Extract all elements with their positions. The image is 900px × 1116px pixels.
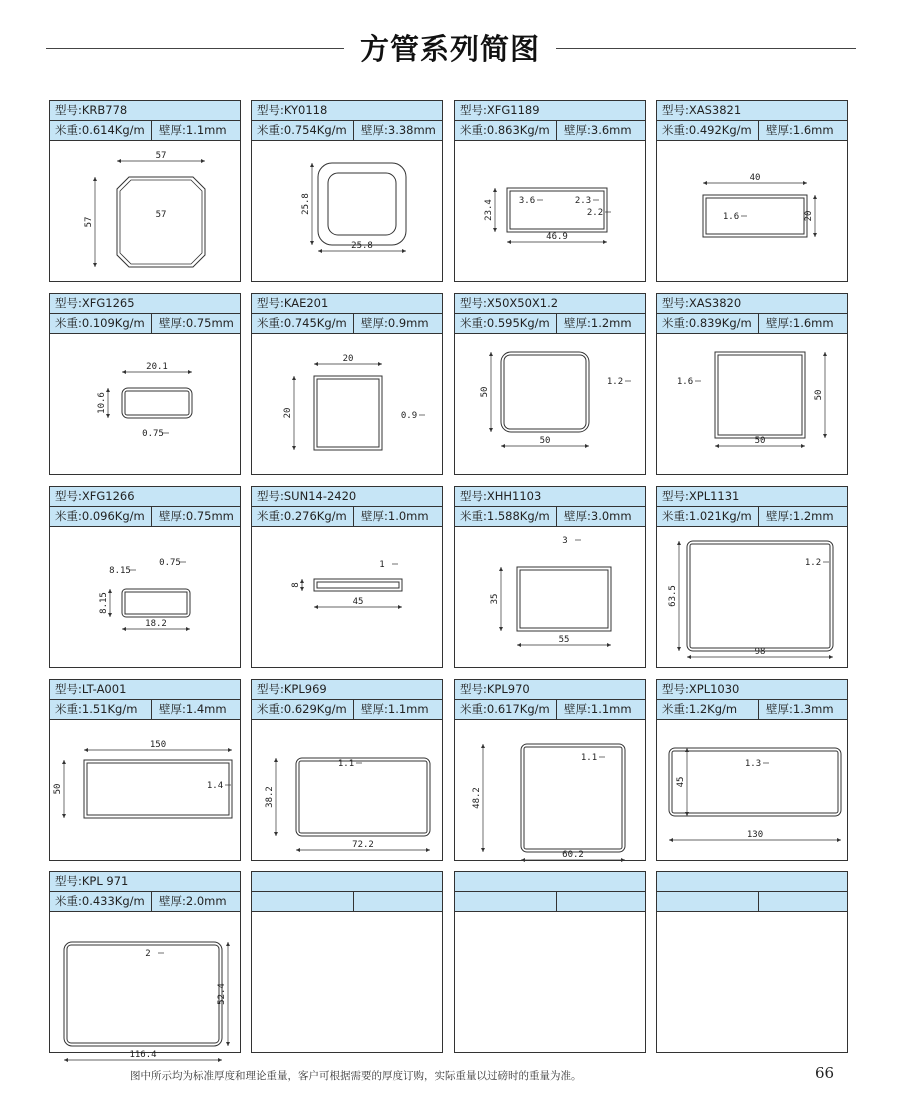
thickness-value: 1.2mm (792, 509, 834, 523)
dimension-label: 8 (291, 582, 301, 588)
profile-inner-outline (504, 355, 586, 429)
profile-inner-outline (120, 180, 202, 264)
thickness-value: 0.9mm (387, 316, 429, 330)
model-prefix: 型号: (55, 874, 82, 888)
thickness-prefix: 壁厚: (766, 509, 793, 523)
profile-card (656, 293, 848, 475)
profile-drawing (252, 527, 442, 667)
weight-prefix: 米重: (662, 509, 689, 523)
page-title: 方管系列简图 (359, 32, 540, 66)
profile-drawing (50, 720, 240, 860)
dimension-label: 40 (749, 173, 761, 183)
profile-drawing (252, 720, 442, 860)
model-prefix: 型号: (55, 682, 82, 696)
thickness-prefix: 壁厚: (361, 123, 388, 137)
dimension-label: 55 (558, 635, 570, 645)
model-prefix: 型号: (55, 489, 82, 503)
model-value: LT-A001 (81, 682, 127, 696)
model-label (50, 680, 240, 700)
thickness-cell (354, 700, 444, 719)
profile-outline (314, 579, 402, 591)
profile-card (454, 100, 646, 282)
thickness-value: 1.3mm (792, 702, 834, 716)
weight-cell (252, 507, 354, 526)
weight-value: 1.588Kg/m (486, 509, 550, 523)
model-label (252, 680, 442, 700)
model-label (50, 487, 240, 507)
weight-value: 0.109Kg/m (81, 316, 145, 330)
profile-drawing (455, 527, 645, 667)
dimension-label: 20 (283, 407, 293, 419)
dimension-label: 1.1 (337, 759, 355, 769)
model-label (657, 294, 847, 314)
weight-cell (657, 314, 759, 333)
profile-outline (501, 352, 589, 432)
profile-outline (117, 177, 205, 267)
empty-cell (657, 892, 759, 911)
weight-cell (50, 700, 152, 719)
weight-value: 0.629Kg/m (283, 702, 347, 716)
profile-card (49, 871, 241, 1060)
thickness-prefix: 壁厚: (159, 702, 186, 716)
title-rule-right (556, 48, 856, 49)
profile-card (656, 486, 848, 668)
thickness-value: 0.75mm (185, 316, 234, 330)
dimension-label: 50 (814, 389, 824, 401)
dimension-label: 18.2 (145, 619, 167, 629)
thickness-cell (557, 314, 647, 333)
weight-cell (657, 121, 759, 140)
thickness-cell (152, 700, 242, 719)
dimension-label: 2.3 (574, 196, 592, 206)
model-value: KPL969 (283, 682, 327, 696)
model-prefix: 型号: (257, 489, 284, 503)
dimension-label: 150 (149, 740, 167, 750)
dimension-label: 20 (342, 354, 354, 364)
weight-cell (455, 507, 557, 526)
weight-prefix: 米重: (460, 123, 487, 137)
dimension-label: 52.4 (217, 983, 227, 1005)
model-value: XFG1189 (486, 103, 540, 117)
weight-value: 0.863Kg/m (486, 123, 550, 137)
dimension-label: 1.2 (606, 377, 624, 387)
dimension-label: 1.1 (580, 753, 598, 763)
profile-drawing (252, 334, 442, 474)
model-prefix: 型号: (460, 103, 487, 117)
model-prefix: 型号: (662, 103, 689, 117)
thickness-prefix: 壁厚: (361, 702, 388, 716)
thickness-prefix: 壁厚: (564, 316, 591, 330)
profile-inner-outline (299, 761, 427, 833)
model-prefix: 型号: (662, 296, 689, 310)
thickness-value: 0.75mm (185, 509, 234, 523)
empty-header-row (455, 872, 645, 892)
profile-inner-outline (520, 570, 608, 628)
profile-inner-outline (718, 355, 802, 435)
thickness-cell (152, 507, 242, 526)
weight-prefix: 米重: (55, 316, 82, 330)
model-prefix: 型号: (257, 103, 284, 117)
weight-value: 1.021Kg/m (688, 509, 752, 523)
model-value: SUN14-2420 (283, 489, 357, 503)
dimension-label: 45 (676, 776, 686, 788)
title-rule-left (46, 48, 344, 49)
thickness-value: 1.1mm (590, 702, 632, 716)
model-label (455, 680, 645, 700)
profile-card (454, 293, 646, 475)
model-prefix: 型号: (662, 682, 689, 696)
thickness-cell (759, 121, 849, 140)
empty-card (251, 871, 443, 1053)
model-prefix: 型号: (257, 296, 284, 310)
model-value: XAS3820 (688, 296, 742, 310)
weight-prefix: 米重: (460, 509, 487, 523)
profile-drawing (455, 141, 645, 281)
thickness-cell (759, 314, 849, 333)
model-label (50, 872, 240, 892)
weight-prefix: 米重: (662, 702, 689, 716)
empty-spec-row (657, 892, 847, 912)
thickness-prefix: 壁厚: (766, 123, 793, 137)
profile-inner-outline (328, 173, 396, 235)
empty-header-row (252, 872, 442, 892)
profile-drawing (455, 334, 645, 474)
dimension-label: 25.8 (351, 241, 373, 251)
model-value: KPL 971 (81, 874, 129, 888)
profile-card (656, 679, 848, 861)
thickness-cell (152, 892, 242, 911)
thickness-prefix: 壁厚: (564, 702, 591, 716)
dimension-label: 130 (746, 830, 764, 840)
dimension-label: 1.6 (722, 212, 740, 222)
dimension-label: 38.2 (265, 786, 275, 808)
weight-value: 0.614Kg/m (81, 123, 145, 137)
dimension-label: 25.8 (301, 193, 311, 215)
model-value: XAS3821 (688, 103, 742, 117)
profile-drawing (657, 334, 847, 474)
thickness-prefix: 壁厚: (564, 123, 591, 137)
empty-cell (354, 892, 444, 911)
profile-card (251, 679, 443, 861)
dimension-label: 1.3 (744, 759, 762, 769)
dimension-label: 116.4 (129, 1050, 157, 1060)
model-label (252, 487, 442, 507)
model-value: X50X50X1.2 (486, 296, 559, 310)
model-prefix: 型号: (460, 489, 487, 503)
page-header (0, 26, 900, 72)
weight-value: 0.839Kg/m (688, 316, 752, 330)
profile-card (454, 679, 646, 861)
thickness-cell (152, 121, 242, 140)
model-label (455, 101, 645, 121)
weight-cell (455, 314, 557, 333)
dimension-label: 50 (53, 783, 63, 795)
profile-card (251, 486, 443, 668)
profile-inner-outline (524, 747, 622, 849)
dimension-label: 60.2 (562, 850, 584, 860)
model-prefix: 型号: (460, 296, 487, 310)
model-value: KRB778 (81, 103, 128, 117)
profile-inner-outline (317, 582, 399, 588)
model-value: XPL1131 (688, 489, 740, 503)
dimension-label: 0.9 (400, 411, 418, 421)
thickness-cell (759, 700, 849, 719)
thickness-prefix: 壁厚: (159, 894, 186, 908)
thickness-value: 1.6mm (792, 316, 834, 330)
model-label (252, 101, 442, 121)
profile-outline (703, 195, 807, 237)
dimension-label: 57 (84, 216, 94, 228)
dimension-label: 45 (352, 597, 364, 607)
weight-cell (50, 507, 152, 526)
thickness-value: 1.6mm (792, 123, 834, 137)
weight-prefix: 米重: (257, 702, 284, 716)
model-label (252, 294, 442, 314)
profile-outline (715, 352, 805, 438)
weight-value: 1.51Kg/m (81, 702, 138, 716)
dimension-label: 48.2 (472, 787, 482, 809)
empty-cell (759, 892, 849, 911)
weight-cell (455, 700, 557, 719)
dimension-label: 1.2 (804, 558, 822, 568)
model-value: KAE201 (283, 296, 329, 310)
profile-inner-outline (125, 391, 189, 415)
dimension-label: 50 (480, 386, 490, 398)
thickness-cell (354, 314, 444, 333)
profile-outline (296, 758, 430, 836)
profile-card (49, 293, 241, 475)
dimension-label: 35 (490, 593, 500, 605)
weight-value: 0.433Kg/m (81, 894, 145, 908)
profile-drawing (50, 527, 240, 667)
profile-card (656, 100, 848, 282)
profile-drawing (657, 720, 847, 860)
model-value: XFG1265 (81, 296, 135, 310)
dimension-label: 20 (804, 210, 814, 222)
dimension-label: 46.9 (546, 232, 568, 242)
profile-drawing (50, 334, 240, 474)
weight-cell (455, 121, 557, 140)
dimension-label: 1.6 (676, 377, 694, 387)
dimension-label: 57 (155, 210, 167, 220)
model-value: KPL970 (486, 682, 530, 696)
weight-prefix: 米重: (662, 123, 689, 137)
thickness-value: 1.4mm (185, 702, 227, 716)
weight-value: 0.096Kg/m (81, 509, 145, 523)
model-label (657, 101, 847, 121)
dimension-label: 23.4 (484, 199, 494, 221)
weight-prefix: 米重: (55, 702, 82, 716)
empty-spec-row (252, 892, 442, 912)
thickness-cell (557, 121, 647, 140)
weight-value: 1.2Kg/m (688, 702, 738, 716)
thickness-value: 3.0mm (590, 509, 632, 523)
thickness-cell (152, 314, 242, 333)
model-label (50, 101, 240, 121)
footnote: 图中所示均为标准厚度和理论重量，客户可根据需要的厚度订购，实际重量以过磅时的重量为准。 (130, 1070, 582, 1082)
profile-inner-outline (125, 592, 187, 614)
thickness-prefix: 壁厚: (766, 316, 793, 330)
model-prefix: 型号: (257, 682, 284, 696)
profile-outline (122, 589, 190, 617)
weight-cell (252, 700, 354, 719)
profile-outline (122, 388, 192, 418)
thickness-value: 3.38mm (387, 123, 436, 137)
profile-outline (64, 942, 222, 1046)
thickness-value: 3.6mm (590, 123, 632, 137)
weight-cell (50, 314, 152, 333)
profile-card (49, 486, 241, 668)
empty-spec-row (455, 892, 645, 912)
dimension-label: 10.6 (97, 392, 107, 414)
weight-prefix: 米重: (55, 123, 82, 137)
profile-outline (517, 567, 611, 631)
dimension-label: 50 (754, 436, 766, 446)
profile-inner-outline (317, 379, 379, 447)
thickness-prefix: 壁厚: (159, 316, 186, 330)
dimension-label: 63.5 (668, 585, 678, 607)
weight-prefix: 米重: (55, 894, 82, 908)
weight-prefix: 米重: (257, 316, 284, 330)
empty-card (656, 871, 848, 1053)
dimension-label: 57 (155, 151, 167, 161)
model-value: KY0118 (283, 103, 328, 117)
model-prefix: 型号: (460, 682, 487, 696)
empty-cell (557, 892, 647, 911)
profile-inner-outline (67, 945, 219, 1043)
model-label (455, 294, 645, 314)
thickness-prefix: 壁厚: (361, 316, 388, 330)
thickness-value: 1.0mm (387, 509, 429, 523)
dimension-label: 8.15 (109, 566, 131, 576)
dimension-label: 1 (379, 560, 385, 570)
dimension-label: 72.2 (352, 840, 374, 850)
thickness-cell (557, 507, 647, 526)
profile-outline (521, 744, 625, 852)
weight-prefix: 米重: (460, 316, 487, 330)
thickness-prefix: 壁厚: (564, 509, 591, 523)
empty-header-row (657, 872, 847, 892)
weight-value: 0.492Kg/m (688, 123, 752, 137)
profile-drawing (252, 141, 442, 281)
profile-card (251, 293, 443, 475)
thickness-prefix: 壁厚: (766, 702, 793, 716)
thickness-value: 2.0mm (185, 894, 227, 908)
profile-drawing (455, 720, 645, 860)
model-prefix: 型号: (55, 296, 82, 310)
weight-value: 0.595Kg/m (486, 316, 550, 330)
thickness-cell (557, 700, 647, 719)
profile-drawing (657, 141, 847, 281)
model-label (657, 680, 847, 700)
weight-prefix: 米重: (257, 509, 284, 523)
model-label (455, 487, 645, 507)
dimension-label: 0.75 (159, 558, 181, 568)
thickness-value: 1.1mm (185, 123, 227, 137)
weight-cell (252, 121, 354, 140)
weight-value: 0.754Kg/m (283, 123, 347, 137)
thickness-value: 1.2mm (590, 316, 632, 330)
model-label (657, 487, 847, 507)
dimension-label: 3 (562, 536, 568, 546)
profile-drawing (50, 912, 240, 1060)
dimension-label: 8.15 (99, 592, 109, 614)
thickness-prefix: 壁厚: (361, 509, 388, 523)
thickness-value: 1.1mm (387, 702, 429, 716)
model-prefix: 型号: (55, 103, 82, 117)
weight-prefix: 米重: (55, 509, 82, 523)
thickness-prefix: 壁厚: (159, 123, 186, 137)
page-number: 66 (815, 1064, 835, 1082)
weight-value: 0.745Kg/m (283, 316, 347, 330)
dimension-label: 1.4 (206, 781, 224, 791)
thickness-prefix: 壁厚: (159, 509, 186, 523)
dimension-label: 98 (754, 647, 766, 657)
profile-outline (314, 376, 382, 450)
thickness-cell (759, 507, 849, 526)
empty-cell (455, 892, 557, 911)
empty-cell (252, 892, 354, 911)
model-prefix: 型号: (662, 489, 689, 503)
profile-card (49, 679, 241, 861)
model-value: XFG1266 (81, 489, 135, 503)
profile-card (49, 100, 241, 282)
dimension-label: 20.1 (146, 362, 168, 372)
dimension-label: 2.2 (586, 208, 604, 218)
profile-inner-outline (706, 198, 804, 234)
profile-drawing (50, 141, 240, 281)
model-value: XHH1103 (486, 489, 542, 503)
weight-cell (50, 892, 152, 911)
weight-prefix: 米重: (460, 702, 487, 716)
thickness-cell (354, 121, 444, 140)
weight-prefix: 米重: (257, 123, 284, 137)
weight-cell (252, 314, 354, 333)
weight-prefix: 米重: (662, 316, 689, 330)
dimension-label: 50 (539, 436, 551, 446)
weight-cell (50, 121, 152, 140)
weight-value: 0.617Kg/m (486, 702, 550, 716)
weight-cell (657, 700, 759, 719)
dimension-label: 3.6 (518, 196, 536, 206)
model-value: XPL1030 (688, 682, 740, 696)
dimension-label: 0.75 (142, 429, 164, 439)
profile-card (251, 100, 443, 282)
thickness-cell (354, 507, 444, 526)
model-label (50, 294, 240, 314)
profile-drawing (657, 527, 847, 667)
dimension-label: 2 (145, 949, 151, 959)
empty-card (454, 871, 646, 1053)
weight-value: 0.276Kg/m (283, 509, 347, 523)
weight-cell (657, 507, 759, 526)
profile-card (454, 486, 646, 668)
